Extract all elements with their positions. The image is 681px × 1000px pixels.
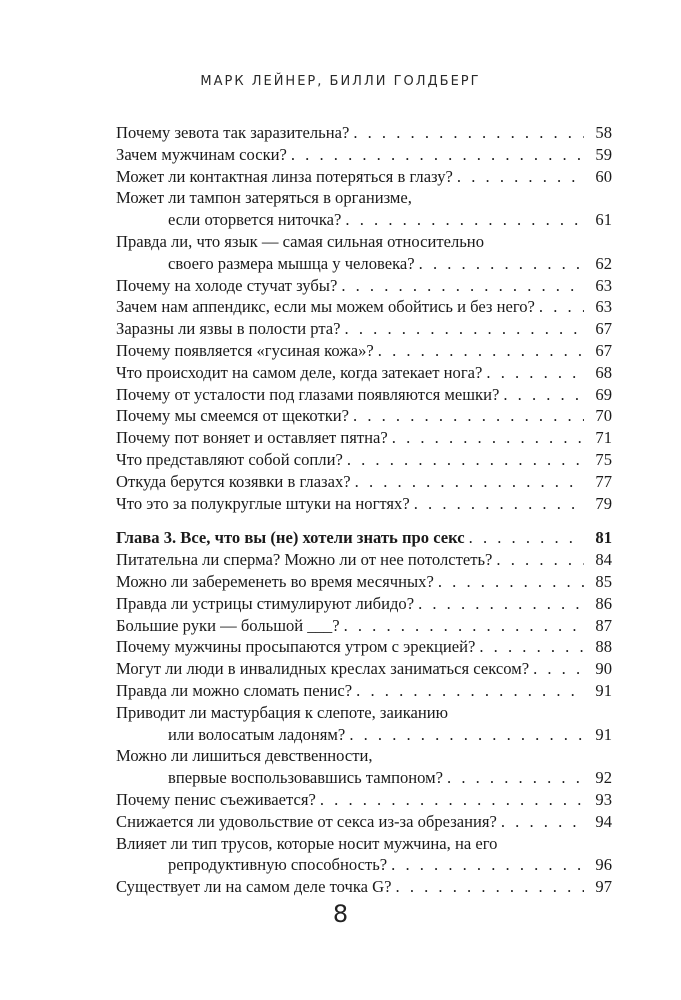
dot-leader bbox=[447, 767, 584, 789]
toc-page-number: 97 bbox=[595, 877, 612, 897]
dot-leader bbox=[419, 253, 584, 275]
toc-entry bbox=[116, 471, 612, 493]
toc-page-number: 60 bbox=[595, 166, 612, 186]
toc-chapter-heading bbox=[116, 527, 612, 549]
toc-entry-title: Почему на холоде стучат зубы? bbox=[116, 275, 338, 295]
toc-entry bbox=[116, 789, 612, 811]
toc-page-number: 62 bbox=[595, 253, 612, 273]
toc-page-number: 84 bbox=[595, 550, 612, 570]
toc-entry-title: если оторвется ниточка? bbox=[168, 210, 342, 230]
toc-page-number: 81 bbox=[595, 528, 612, 548]
dot-leader bbox=[391, 854, 584, 876]
toc-entry-title: Может ли тампон затеряться в организме, bbox=[116, 188, 412, 208]
dot-leader bbox=[469, 527, 584, 549]
dot-leader bbox=[414, 493, 584, 515]
toc-entry-title: Откуда берутся козявки в глазах? bbox=[116, 471, 351, 491]
toc-page-number: 94 bbox=[595, 811, 612, 831]
toc-entry-title: или волосатым ладоням? bbox=[168, 724, 346, 744]
toc-entry bbox=[116, 449, 612, 471]
toc-entry-title: Почему пот воняет и оставляет пятна? bbox=[116, 428, 388, 448]
toc-page-number: 75 bbox=[595, 449, 612, 469]
toc-entry-title: Можно ли забеременеть во время месячных? bbox=[116, 571, 434, 591]
toc-entry bbox=[116, 362, 612, 384]
toc-entry-title: Почему появляется «гусиная кожа»? bbox=[116, 340, 374, 360]
toc-entry-title: Питательна ли сперма? Можно ли от нее потолстеть? bbox=[116, 550, 493, 570]
toc-entry bbox=[116, 318, 612, 340]
toc-entry-title: Почему от усталости под глазами появляются мешки? bbox=[116, 384, 500, 404]
toc-entry bbox=[116, 166, 612, 188]
toc-page-number: 87 bbox=[595, 615, 612, 635]
toc-page-number: 88 bbox=[595, 637, 612, 657]
toc-entry-title: Правда ли, что язык — самая сильная относительно bbox=[116, 231, 484, 251]
toc-entry bbox=[116, 571, 612, 593]
toc-page-number: 86 bbox=[595, 593, 612, 613]
toc-page-number: 70 bbox=[595, 406, 612, 426]
toc-entry bbox=[116, 680, 612, 702]
dot-leader bbox=[344, 615, 584, 637]
toc-entry bbox=[116, 384, 612, 406]
toc-entry bbox=[116, 275, 612, 297]
dot-leader bbox=[291, 144, 584, 166]
dot-leader bbox=[496, 549, 584, 571]
toc-page-number: 58 bbox=[595, 123, 612, 142]
table-of-contents bbox=[116, 122, 612, 898]
dot-leader bbox=[320, 789, 584, 811]
toc-entry-title: Заразны ли язвы в полости рта? bbox=[116, 319, 341, 339]
dot-leader bbox=[479, 636, 584, 658]
page-number: 8 bbox=[332, 900, 349, 928]
toc-page-number: 77 bbox=[595, 471, 612, 491]
toc-entry bbox=[116, 833, 612, 877]
toc-entry-title: Может ли контактная линза потеряться в глазу? bbox=[116, 166, 453, 186]
toc-entry bbox=[116, 231, 612, 275]
dot-leader bbox=[353, 122, 584, 144]
toc-entry-title: Приводит ли мастурбация к слепоте, заиканию bbox=[116, 702, 449, 722]
toc-page-number: 91 bbox=[595, 680, 612, 700]
toc-entry bbox=[116, 876, 612, 898]
dot-leader bbox=[457, 166, 584, 188]
dot-leader bbox=[356, 680, 584, 702]
toc-entry bbox=[116, 405, 612, 427]
toc-page-number: 93 bbox=[595, 789, 612, 809]
toc-entry-title: Что представляют собой сопли? bbox=[116, 449, 343, 469]
toc-entry-title: Снижается ли удовольствие от секса из-за обрезания? bbox=[116, 811, 497, 831]
toc-entry-title: своего размера мышца у человека? bbox=[168, 253, 415, 273]
toc-entry bbox=[116, 702, 612, 746]
toc-entry-title: Могут ли люди в инвалидных креслах заниматься сексом? bbox=[116, 659, 530, 679]
toc-entry bbox=[116, 144, 612, 166]
dot-leader bbox=[486, 362, 584, 384]
dot-leader bbox=[347, 449, 584, 471]
toc-page-number: 69 bbox=[595, 384, 612, 404]
dot-leader bbox=[503, 384, 584, 406]
toc-entry bbox=[116, 340, 612, 362]
dot-leader bbox=[533, 658, 584, 680]
dot-leader bbox=[438, 571, 584, 593]
toc-entry-title: Правда ли можно сломать пенис? bbox=[116, 680, 353, 700]
dot-leader bbox=[355, 471, 584, 493]
toc-entry-title: Существует ли на самом деле точка G? bbox=[116, 877, 392, 897]
dot-leader bbox=[396, 876, 584, 898]
toc-entry-title: Можно ли лишиться девственности, bbox=[116, 746, 373, 766]
toc-page-number: 85 bbox=[595, 571, 612, 591]
toc-entry-title: Влияет ли тип трусов, которые носит мужчина, на его bbox=[116, 833, 498, 853]
toc-page-number: 61 bbox=[595, 210, 612, 230]
toc-page-number: 96 bbox=[595, 855, 612, 875]
toc-entry-title: Что это за полукруглые штуки на ногтях? bbox=[116, 493, 410, 513]
toc-page-number: 90 bbox=[595, 659, 612, 679]
toc-entry bbox=[116, 187, 612, 231]
toc-entry-title: Что происходит на самом деле, когда затекает нога? bbox=[116, 362, 483, 382]
toc-entry-title: Почему пенис съеживается? bbox=[116, 789, 316, 809]
toc-page-number: 71 bbox=[595, 428, 612, 448]
dot-leader bbox=[392, 427, 584, 449]
toc-entry bbox=[116, 636, 612, 658]
toc-entry-title: Почему мужчины просыпаются утром с эрекцией? bbox=[116, 637, 476, 657]
toc-entry bbox=[116, 549, 612, 571]
toc-entry-title: Правда ли устрицы стимулируют либидо? bbox=[116, 593, 415, 613]
running-header: МАРК ЛЕЙНЕР, БИЛЛИ ГОЛДБЕРГ bbox=[200, 74, 481, 89]
toc-entry bbox=[116, 427, 612, 449]
toc-entry-title: впервые воспользовавшись тампоном? bbox=[168, 768, 444, 788]
toc-entry-title: репродуктивную способность? bbox=[168, 855, 388, 875]
toc-entry bbox=[116, 493, 612, 515]
toc-page-number: 67 bbox=[595, 340, 612, 360]
toc-page-number: 63 bbox=[595, 275, 612, 295]
toc-page-number: 63 bbox=[595, 297, 612, 317]
toc-entry-title: Зачем мужчинам соски? bbox=[116, 144, 287, 164]
toc-page-number: 67 bbox=[595, 319, 612, 339]
toc-entry bbox=[116, 745, 612, 789]
toc-page-number: 79 bbox=[595, 493, 612, 513]
dot-leader bbox=[501, 811, 584, 833]
toc-page-number: 68 bbox=[595, 362, 612, 382]
toc-entry-title: Почему мы смеемся от щекотки? bbox=[116, 406, 350, 426]
toc-entry-title: Почему зевота так заразительна? bbox=[116, 123, 350, 142]
toc-entry bbox=[116, 658, 612, 680]
toc-entry bbox=[116, 593, 612, 615]
dot-leader bbox=[353, 405, 584, 427]
toc-page-number: 92 bbox=[595, 768, 612, 788]
dot-leader bbox=[349, 724, 584, 746]
dot-leader bbox=[539, 296, 584, 318]
toc-entry bbox=[116, 296, 612, 318]
toc-entry bbox=[116, 122, 612, 144]
toc-entry-title: Глава 3. Все, что вы (не) хотели знать про секс bbox=[116, 528, 465, 548]
toc-entry bbox=[116, 615, 612, 637]
toc-page-number: 91 bbox=[595, 724, 612, 744]
dot-leader bbox=[341, 275, 584, 297]
toc-entry bbox=[116, 811, 612, 833]
dot-leader bbox=[345, 209, 584, 231]
dot-leader bbox=[418, 593, 584, 615]
dot-leader bbox=[345, 318, 584, 340]
toc-page-number: 59 bbox=[595, 144, 612, 164]
dot-leader bbox=[378, 340, 584, 362]
toc-entry-title: Большие руки — большой ___? bbox=[116, 615, 340, 635]
toc-entry-title: Зачем нам аппендикс, если мы можем обойтись и без него? bbox=[116, 297, 535, 317]
